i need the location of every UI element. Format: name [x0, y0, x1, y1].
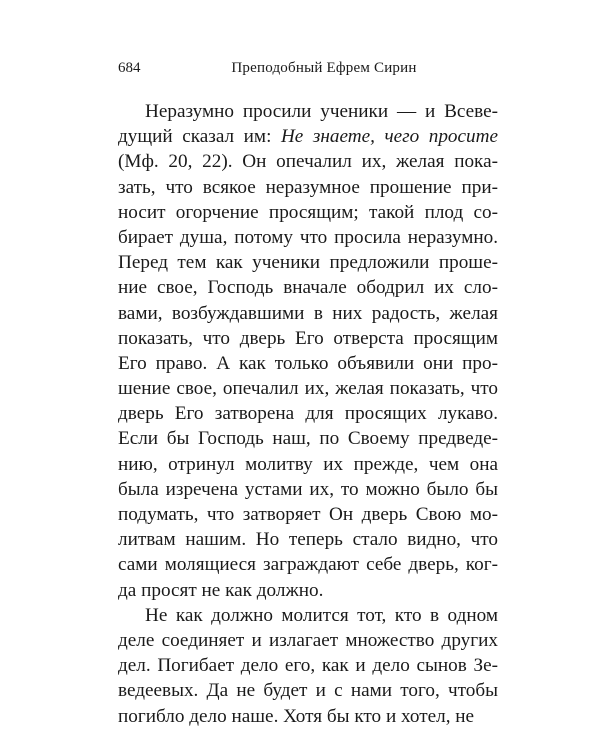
- text-line: [118, 502, 498, 527]
- text-line: [118, 552, 498, 577]
- text-run: бирает душа, потому что просила неразумно.: [118, 226, 498, 248]
- text-run: была изречена устами их, то можно было бы: [118, 478, 498, 500]
- text-line: [118, 250, 498, 275]
- text-line: [118, 175, 498, 200]
- text-run: сами молящиеся заграждают себе дверь, ког-: [118, 554, 498, 576]
- text-line: [118, 628, 498, 653]
- text-run: вами, возбуждавшими в них радость, желая: [118, 302, 498, 324]
- text-run: Если бы Господь наш, по Своему предведе-: [118, 428, 498, 450]
- text-run: да просят не как должно.: [118, 579, 324, 601]
- text-line: [118, 376, 498, 401]
- text-line: [118, 704, 498, 729]
- text-run: ведеевых. Да не будет и с нами того, чтобы: [118, 680, 498, 702]
- text-line: [118, 653, 498, 678]
- text-run: Не как должно молится тот, кто в одном: [145, 604, 498, 626]
- paragraph: [118, 99, 498, 603]
- text-line: [118, 326, 498, 351]
- text-run: Перед тем как ученики предложили проше-: [118, 252, 498, 274]
- text-run: шение свое, опечалил их, желая показать, что: [118, 378, 498, 400]
- text-line: [118, 477, 498, 502]
- running-title: Преподобный Ефрем Сирин: [231, 60, 417, 76]
- text-run: дел. Погибает дело его, как и дело сынов Зе-: [118, 655, 498, 677]
- text-line: [118, 401, 498, 426]
- text-line: [118, 225, 498, 250]
- text-line: [118, 678, 498, 703]
- text-run: нию, отринул молитву их прежде, чем она: [118, 453, 498, 475]
- text-run: дущий сказал им:: [118, 126, 281, 148]
- page-number: 684: [118, 60, 141, 76]
- running-head: [118, 60, 490, 82]
- text-run: погибло дело наше. Хотя бы кто и хотел, не: [118, 705, 475, 727]
- text-run: подумать, что затворяет Он дверь Свою мо-: [118, 504, 498, 525]
- body-text: [118, 99, 498, 729]
- text-run: дверь Его затворена для просящих лукаво.: [118, 403, 498, 425]
- text-line: [118, 578, 498, 603]
- text-line: [118, 452, 498, 477]
- text-run: литвам нашим. Но теперь стало видно, что: [118, 529, 498, 551]
- text-line: [118, 99, 498, 124]
- text-line: [118, 351, 498, 376]
- text-run: зать, что всякое неразумное прошение при-: [118, 176, 498, 198]
- paragraph: [118, 603, 498, 729]
- text-line: [118, 149, 498, 174]
- text-line: [118, 301, 498, 326]
- italic-citation: Не знаете, чего просите: [280, 126, 499, 148]
- text-line: [118, 527, 498, 552]
- text-run: ние свое, Господь вначале ободрил их сло-: [118, 277, 498, 299]
- text-line: [118, 124, 498, 149]
- text-run: (Мф. 20, 22). Он опечалил их, желая пока-: [118, 151, 498, 173]
- text-line: [118, 200, 498, 225]
- text-line: [118, 426, 498, 451]
- text-run: деле соединяет и излагает множество других: [118, 629, 498, 651]
- text-run: носит огорчение просящим; такой плод со-: [118, 201, 498, 223]
- text-line: [118, 275, 498, 300]
- text-run: Его право. А как только объявили они про-: [118, 352, 498, 374]
- text-run: Неразумно просили ученики — и Всеве-: [145, 101, 498, 122]
- text-run: показать, что дверь Его отверста просящим: [118, 327, 498, 349]
- text-line: [118, 603, 498, 628]
